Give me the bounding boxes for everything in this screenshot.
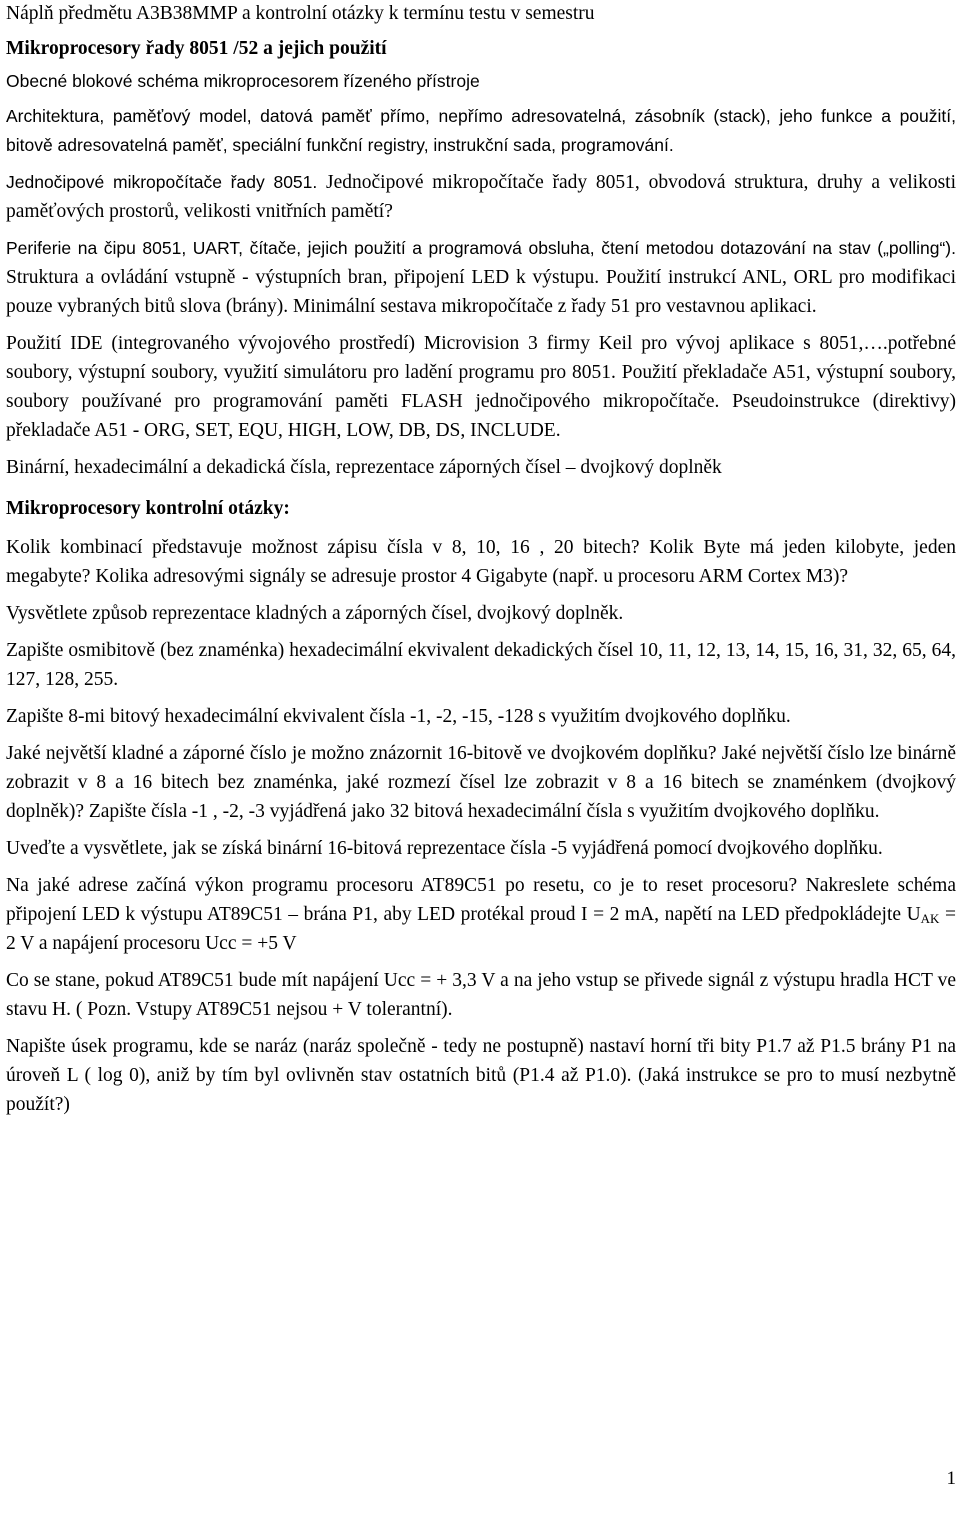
topic-peripherals-lead: Periferie na čipu 8051, UART, čítače, jejich použití a programová obsluha, čtení metodou dotazování na stav („polling“). [6, 238, 956, 258]
question-6: Uveďte a vysvětlete, jak se získá binární 16-bitová reprezentace čísla -5 vyjádřená pomocí dvojkového doplňku. [6, 838, 883, 859]
topic-single-chip-detail: Jednočipové mikropočítače řady 8051, obvodová struktura, druhy a velikosti paměťových prostorů, velikosti vnitřních pamětí? [6, 172, 956, 222]
question-7-text-end: = 2 V a napájení procesoru Ucc = +5 V [6, 904, 956, 954]
topic-peripherals [6, 234, 956, 321]
topic-block-diagram: Obecné blokové schéma mikroprocesorem řízeného přístroje [6, 71, 480, 91]
question-8: Co se stane, pokud AT89C51 bude mít napájení Ucc = + 3,3 V a na jeho vstup se přivede signál z výstupu hradla HCT ve stavu H. ( Pozn. Vstupy AT89C51 nejsou + V tolerantní). [6, 970, 956, 1020]
topic-peripherals-detail: Struktura a ovládání vstupně - výstupních bran, připojení LED k výstupu. Použití instrukcí ANL, ORL pro modifikaci pouze vybraných bitů slova (brány). Minimální sestava mikropočítače z řady 51 pro vestavnou aplikaci. [6, 267, 956, 317]
page-number: 1 [946, 1468, 956, 1489]
topic-number-representation: Binární, hexadecimální a dekadická čísla, reprezentace záporných čísel – dvojkový doplněk [6, 457, 722, 478]
section-heading: Mikroprocesory řady 8051 /52 a jejich použití [6, 38, 387, 59]
topic-ide: Použití IDE (integrovaného vývojového prostředí) Microvision 3 firmy Keil pro vývoj aplikace s 8051,….potřebné soubory, výstupní soubory, využití simulátoru pro ladění programu pro 8051. Použití překladače A51, výstupní soubory, soubory používané pro programování paměti FLASH jednočipového mikropočítače. Pseudoinstrukce (direktivy) překladače A51 - ORG, SET, EQU, HIGH, LOW, DB, DS, INCLUDE. [6, 333, 956, 441]
question-1: Kolik kombinací představuje možnost zápisu čísla v 8, 10, 16 , 20 bitech? Kolik Byte má jeden kilobyte, jeden megabyte? Kolika adresovými signály se adresuje prostor 4 Gigabyte (např. u procesoru ARM Cortex M3)? [6, 537, 956, 587]
question-3: Zapište osmibitově (bez znaménka) hexadecimální ekvivalent dekadických čísel 10, 11, 12, 13, 14, 15, 16, 31, 32, 65, 64, 127, 128, 255. [6, 640, 956, 690]
question-7 [6, 871, 956, 958]
document-title: Náplň předmětu A3B38MMP a kontrolní otázky k termínu testu v semestru [6, 3, 595, 24]
question-9: Napište úsek programu, kde se naráz (naráz společně - tedy ne postupně) nastaví horní tři bity P1.7 až P1.5 brány P1 na úroveň L ( log 0), aniž by tím byl ovlivněn stav ostatních bitů (P1.4 až P1.0). (Jaká instrukce se pro to musí nezbytně použít?) [6, 1036, 956, 1115]
topic-single-chip-lead: Jednočipové mikropočítače řady 8051. [6, 172, 318, 192]
questions-heading: Mikroprocesory kontrolní otázky: [6, 498, 290, 519]
topic-single-chip [6, 168, 956, 226]
question-5: Jaké největší kladné a záporné číslo je možno znázornit 16-bitově ve dvojkovém doplňku? Jaké největší číslo lze binárně zobrazit v 8 a 16 bitech bez znaménka, jaké rozmezí čísel lze zobrazit v 8 a 16 bitech se znaménkem (dvojkový doplněk)? Zapište čísla -1 , -2, -3 vyjádřená jako 32 bitová hexadecimální čísla s využitím dvojkového doplňku. [6, 743, 956, 822]
voltage-subscript: AK [920, 911, 940, 926]
question-2: Vysvětlete způsob reprezentace kladných a záporných čísel, dvojkový doplněk. [6, 603, 624, 624]
topic-architecture: Architektura, paměťový model, datová paměť přímo, nepřímo adresovatelná, zásobník (stack), jeho funkce a použití, bitově adresovatelná paměť, speciální funkční registry, instrukční sada, programování. [6, 106, 956, 155]
question-4: Zapište 8-mi bitový hexadecimální ekvivalent čísla -1, -2, -15, -128 s využitím dvojkového doplňku. [6, 706, 791, 727]
question-7-text: Na jaké adrese začíná výkon programu procesoru AT89C51 po resetu, co je to reset procesoru? Nakreslete schéma připojení LED k výstupu AT89C51 – brána P1, aby LED protékal proud I = 2 mA, napětí na LED předpokládejte U [6, 875, 956, 925]
